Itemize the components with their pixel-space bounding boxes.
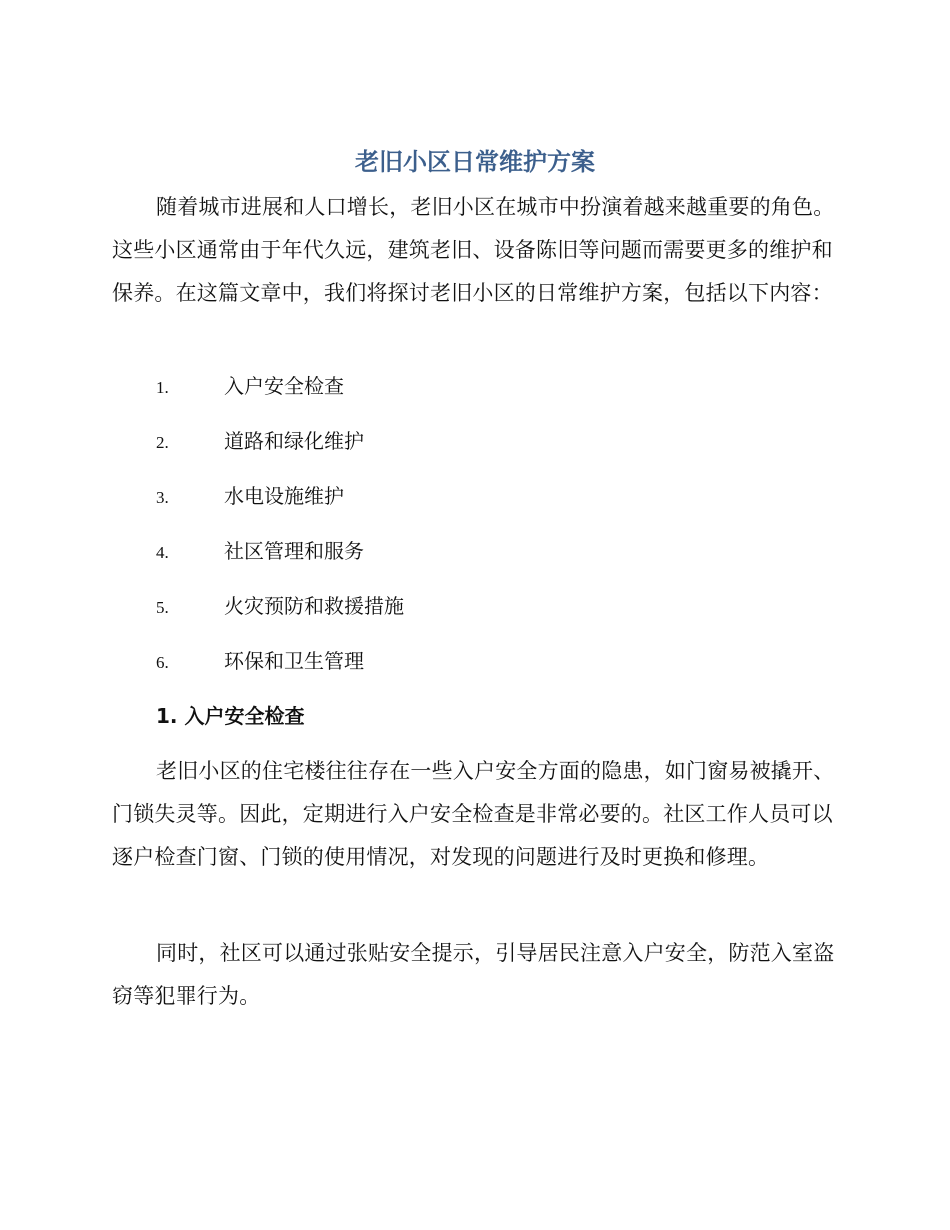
list-item [0,418,950,473]
list-item-number: 4. [156,543,169,562]
list-item-text: 火灾预防和救援措施 [224,594,404,618]
list-item [0,583,950,638]
list-item-text: 水电设施维护 [224,484,344,508]
list-item-number: 2. [156,433,169,452]
list-item [0,528,950,583]
list-item [0,363,950,418]
intro-paragraph: 随着城市进展和人口增长，老旧小区在城市中扮演着越来越重要的角色。这些小区通常由于年代久远，建筑老旧、设备陈旧等问题而需要更多的维护和保养。在这篇文章中，我们将探讨老旧小区的日常维护方案，包括以下内容： [112,195,835,305]
list-item-text: 社区管理和服务 [224,539,364,563]
section-paragraph: 同时，社区可以通过张贴安全提示，引导居民注意入户安全，防范入室盗窃等犯罪行为。 [112,941,835,1008]
list-item-text: 环保和卫生管理 [224,649,364,673]
list-item-number: 5. [156,598,169,617]
list-item [0,473,950,528]
list-item [0,638,950,693]
list-item-number: 1. [156,378,169,397]
list-item-number: 6. [156,653,169,672]
section-heading: 1. 入户安全检查 [156,704,305,728]
document-title: 老旧小区日常维护方案 [355,148,595,176]
list-item-text: 道路和绿化维护 [224,429,364,453]
section-paragraph: 老旧小区的住宅楼往往存在一些入户安全方面的隐患，如门窗易被撬开、门锁失灵等。因此，定期进行入户安全检查是非常必要的。社区工作人员可以逐户检查门窗、门锁的使用情况，对发现的问题进行及时更换和修理。 [112,759,835,869]
topic-list [0,363,950,693]
list-item-number: 3. [156,488,169,507]
list-item-text: 入户安全检查 [224,374,344,398]
